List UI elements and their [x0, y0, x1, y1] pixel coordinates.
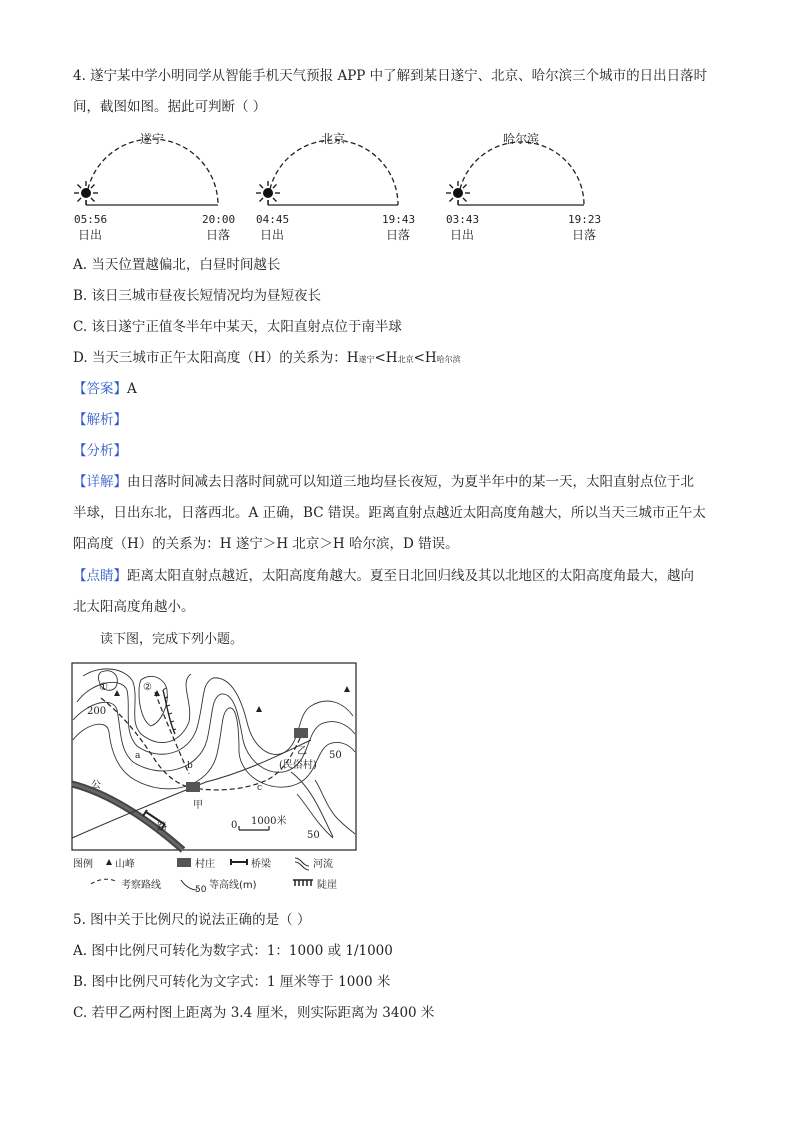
village-yi [294, 728, 308, 738]
sunrise-time-1: 04:45 [256, 213, 290, 226]
sunset-label-1: 日落 [386, 228, 411, 242]
village-jia [186, 782, 200, 792]
city-name-1: 北京 [320, 132, 346, 146]
sunrise-label-2: 日出 [450, 228, 475, 242]
cliff [163, 690, 175, 734]
sunset-time-0: 20:00 [202, 213, 236, 226]
sunset-time-1: 19:43 [382, 213, 416, 226]
map-label-peak2: ② [143, 682, 152, 693]
legend-cliff-icon [293, 880, 313, 886]
sun-ray [91, 198, 95, 202]
legend-river-icon [295, 858, 309, 870]
river-branch [291, 772, 333, 837]
read-prompt: 读下图，完成下列小题。 [100, 632, 244, 647]
highway [72, 784, 183, 850]
topographic-map-figure [71, 662, 357, 894]
sunrise-label-0: 日出 [78, 228, 103, 242]
q5-stem: 5. 图中关于比例尺的说法正确的是（ ） [73, 912, 311, 928]
q4-option-d[interactable] [73, 348, 461, 370]
legend-bridge: 桥梁 [251, 859, 271, 870]
legend-route-icon [91, 879, 117, 884]
map-label-c: c [257, 783, 263, 793]
map-label-scale-zero: 0 [231, 820, 238, 831]
dianjing-tag: 【点睛】 [73, 568, 127, 584]
option-d-sub-suining: 遂宁 [358, 355, 375, 364]
map-label-road1: 公 [91, 780, 101, 791]
sun-icon [263, 188, 273, 198]
sun-ray [91, 185, 95, 189]
sun-ray [463, 198, 467, 202]
q5-option-b[interactable]: B. 图中比例尺可转化为文字式：1 厘米等于 1000 米 [73, 974, 391, 990]
detail-line3: 阳高度（H）的关系为：H 遂宁＞H 北京＞H 哈尔滨，D 错误。 [73, 536, 459, 552]
map-label-peak1: ① [99, 682, 108, 693]
q5-option-c[interactable]: C. 若甲乙两村图上距离为 3.4 厘米，则实际距离为 3400 米 [73, 1005, 435, 1021]
map-label-yi: 乙 [297, 746, 307, 757]
legend-river: 河流 [313, 859, 333, 870]
sun-ray [273, 185, 277, 189]
sun-ray [78, 185, 82, 189]
legend-title: 图例 [73, 859, 93, 870]
peak-marker-1 [114, 690, 120, 696]
q4-option-b[interactable]: B. 该日三城市昼夜长短情况均为昼短夜长 [73, 288, 322, 304]
answer-line [73, 379, 137, 399]
q5-option-a[interactable]: A. 图中比例尺可转化为数字式：1：1000 或 1/1000 [73, 943, 393, 959]
map-label-b: b [187, 761, 193, 771]
option-d-lt2: <H [413, 350, 437, 366]
detail-tag: 【详解】 [73, 474, 127, 490]
map-label-minsu: (民俗村) [279, 760, 317, 771]
q4-stem-line2: 间，截图如图。据此可判断（ ） [73, 99, 267, 115]
map-label-c200: 200 [87, 706, 107, 717]
peak-marker-3 [256, 706, 262, 712]
legend-village-icon [177, 858, 191, 867]
city-name-2: 哈尔滨 [502, 132, 540, 146]
sunrise-time-0: 05:56 [74, 213, 108, 226]
legend [73, 857, 337, 894]
map-label-jia: 甲 [193, 800, 203, 811]
answer-value: A [127, 381, 137, 397]
legend-contour-num: 50 [195, 885, 207, 894]
map-label-road2: 路 [157, 822, 167, 833]
option-d-prefix: D. 当天三城市正午太阳高度（H）的关系为：H [73, 350, 359, 366]
sun-ray [463, 185, 467, 189]
answer-tag: 【答案】 [73, 381, 127, 397]
map-label-scale-value: 1000米 [251, 816, 287, 827]
q4-option-c[interactable]: C. 该日遂宁正值冬半年中某天，太阳直射点位于南半球 [73, 319, 402, 335]
legend-peak: 山峰 [115, 859, 135, 870]
legend-bridge-icon [231, 859, 247, 865]
day-arc-1 [268, 140, 398, 205]
sun-ray [260, 198, 264, 202]
sunrise-sunset-figure [70, 125, 630, 247]
sun-icon [453, 188, 463, 198]
detail-text1: 由日落时间减去日落时间就可以知道三地均昼长夜短，为夏半年中的某一天，太阳直射点位于北 [127, 474, 694, 490]
sun-ray [273, 198, 277, 202]
dianjing-line2: 北太阳高度角越小。 [73, 599, 195, 615]
city-name-0: 遂宁 [139, 132, 165, 146]
sunrise-label-1: 日出 [260, 228, 285, 242]
sun-ray [78, 198, 82, 202]
map-label-c50a: 50 [329, 750, 342, 761]
day-arc-2 [458, 142, 584, 205]
option-d-sub-beijing: 北京 [397, 355, 414, 364]
peak-marker-4 [344, 686, 350, 692]
sunrise-time-2: 03:43 [446, 213, 480, 226]
map-label-c50b: 50 [307, 830, 320, 841]
legend-peak-icon [106, 859, 112, 865]
sun-ray [450, 185, 454, 189]
detail-line2: 半球，日出东北，日落西北。A 正确，BC 错误。距离直射点越近太阳高度角越大，所以当天三城市正午太 [73, 505, 706, 521]
dianjing-line1 [73, 566, 723, 586]
q4-stem-line1: 4. 遂宁某中学小明同学从智能手机天气预报 APP 中了解到某日遂宁、北京、哈尔滨三个城市的日出日落时 [73, 68, 708, 84]
dianjing-text1: 距离太阳直射点越近，太阳高度角越大。夏至日北回归线及其以北地区的太阳高度角最大，越向 [127, 568, 694, 584]
survey-route-b [155, 692, 189, 774]
option-d-lt: <H [374, 350, 398, 366]
q4-option-a[interactable]: A. 当天位置越偏北，白昼时间越长 [73, 257, 281, 273]
sunset-label-0: 日落 [206, 228, 231, 242]
legend-cliff: 陡崖 [317, 880, 337, 891]
sunset-label-2: 日落 [572, 228, 597, 242]
option-d-sub-harbin: 哈尔滨 [436, 355, 461, 364]
day-arc-0 [86, 139, 218, 205]
analysis-tag: 【解析】 [73, 412, 127, 428]
sun-ray [450, 198, 454, 202]
sun-icon [81, 188, 91, 198]
fenxi-tag: 【分析】 [73, 443, 127, 459]
sun-ray [260, 185, 264, 189]
legend-route: 考察路线 [121, 880, 161, 891]
legend-village: 村庄 [195, 859, 215, 870]
sunset-time-2: 19:23 [568, 213, 602, 226]
map-label-a: a [135, 751, 141, 761]
detail-line1 [73, 472, 723, 492]
legend-contour: 等高线(m) [209, 880, 257, 891]
